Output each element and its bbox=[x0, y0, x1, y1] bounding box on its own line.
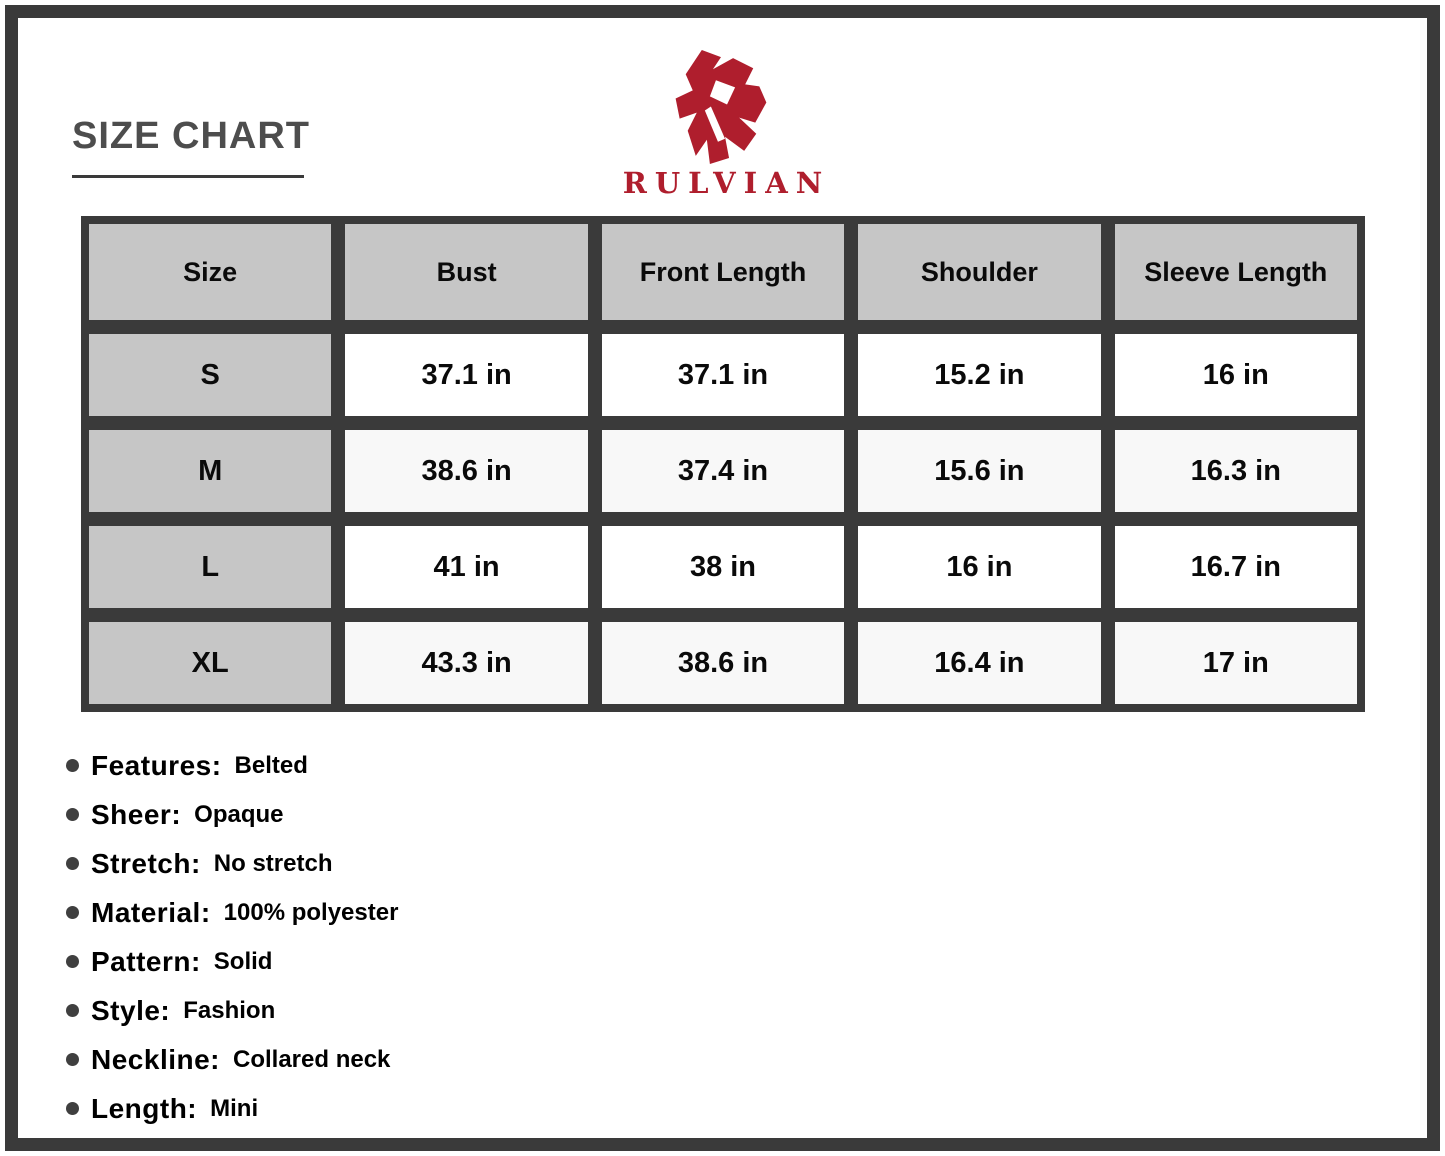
detail-label: Style: bbox=[91, 994, 171, 1026]
size-cell-m: M bbox=[89, 430, 331, 512]
bullet-icon bbox=[66, 808, 79, 821]
column-header-bust: Bust bbox=[345, 224, 587, 320]
detail-label: Features: bbox=[91, 749, 222, 781]
detail-value: Fashion bbox=[183, 996, 276, 1024]
value-cell: 37.4 in bbox=[602, 430, 844, 512]
value-cell: 16.7 in bbox=[1115, 526, 1357, 608]
column-header-sleeve-length: Sleeve Length bbox=[1115, 224, 1357, 320]
brand-r-monogram-icon bbox=[650, 44, 796, 165]
detail-item-features bbox=[66, 750, 398, 781]
detail-item-length bbox=[66, 1093, 398, 1124]
product-details-list bbox=[66, 750, 398, 1142]
bullet-icon bbox=[66, 857, 79, 870]
detail-value: Collared neck bbox=[233, 1045, 391, 1073]
value-cell: 15.2 in bbox=[858, 334, 1100, 416]
value-cell: 38.6 in bbox=[602, 622, 844, 704]
value-cell: 38 in bbox=[602, 526, 844, 608]
value-cell: 17 in bbox=[1115, 622, 1357, 704]
brand-wordmark: RULVIAN bbox=[622, 166, 831, 200]
detail-value: Belted bbox=[234, 751, 308, 779]
bullet-icon bbox=[66, 955, 79, 968]
value-cell: 16.4 in bbox=[858, 622, 1100, 704]
detail-value: Opaque bbox=[194, 800, 284, 828]
size-cell-xl: XL bbox=[89, 622, 331, 704]
detail-label: Pattern: bbox=[91, 945, 201, 977]
detail-item-material bbox=[66, 897, 398, 928]
detail-label: Stretch: bbox=[91, 847, 201, 879]
bullet-icon bbox=[66, 906, 79, 919]
size-cell-s: S bbox=[89, 334, 331, 416]
detail-item-pattern bbox=[66, 946, 398, 977]
detail-value: Mini bbox=[210, 1094, 259, 1122]
brand-logo bbox=[573, 44, 873, 200]
title-underline bbox=[72, 175, 304, 178]
size-chart-table bbox=[81, 216, 1365, 712]
value-cell: 43.3 in bbox=[345, 622, 587, 704]
value-cell: 38.6 in bbox=[345, 430, 587, 512]
detail-label: Neckline: bbox=[91, 1043, 220, 1075]
value-cell: 41 in bbox=[345, 526, 587, 608]
value-cell: 37.1 in bbox=[602, 334, 844, 416]
column-header-front-length: Front Length bbox=[602, 224, 844, 320]
value-cell: 37.1 in bbox=[345, 334, 587, 416]
column-header-size: Size bbox=[89, 224, 331, 320]
detail-label: Material: bbox=[91, 896, 211, 928]
value-cell: 16 in bbox=[1115, 334, 1357, 416]
detail-value: No stretch bbox=[213, 849, 333, 877]
detail-label: Sheer: bbox=[91, 798, 182, 830]
bullet-icon bbox=[66, 1004, 79, 1017]
size-cell-l: L bbox=[89, 526, 331, 608]
bullet-icon bbox=[66, 759, 79, 772]
bullet-icon bbox=[66, 1053, 79, 1066]
detail-item-neckline bbox=[66, 1044, 398, 1075]
detail-item-sheer bbox=[66, 799, 398, 830]
detail-item-stretch bbox=[66, 848, 398, 879]
page-title: SIZE CHART bbox=[72, 115, 310, 157]
detail-label: Length: bbox=[91, 1092, 198, 1124]
value-cell: 16.3 in bbox=[1115, 430, 1357, 512]
title-block bbox=[72, 116, 310, 178]
detail-item-style bbox=[66, 995, 398, 1026]
bullet-icon bbox=[66, 1102, 79, 1115]
value-cell: 16 in bbox=[858, 526, 1100, 608]
value-cell: 15.6 in bbox=[858, 430, 1100, 512]
detail-value: 100% polyester bbox=[223, 898, 399, 926]
detail-value: Solid bbox=[213, 947, 273, 975]
column-header-shoulder: Shoulder bbox=[858, 224, 1100, 320]
